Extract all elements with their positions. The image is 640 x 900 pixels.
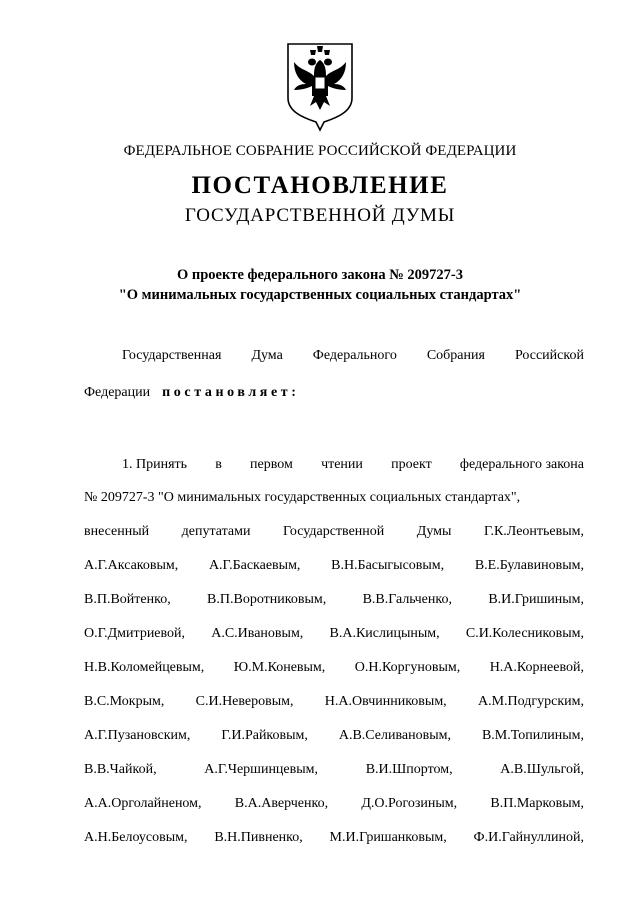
paragraph-word: Н.А.Корнеевой, [489,660,584,675]
paragraph-line [84,524,584,540]
paragraph-word: депутатами [181,524,251,539]
preamble-word: Дума [251,348,283,363]
paragraph-word: В.В.Гальченко, [362,592,452,607]
subject-line-2: "О минимальных государственных социальных стандартах" [118,287,522,303]
paragraph-word: Н.В.Коломейцевым, [84,660,205,675]
subject-line-1: О проекте федерального закона № 209727-3 [176,267,464,283]
paragraph-line [84,762,584,778]
paragraph-word: В.Н.Басыгысовым, [331,558,445,573]
paragraph-word: В.И.Шпортом, [365,762,453,777]
paragraph-word: А.Г.Пузановским, [84,728,191,743]
paragraph-word: А.Г.Баскаевым, [208,558,301,573]
paragraph-word: Г.И.Райковым, [221,728,308,743]
paragraph-line [84,694,584,710]
paragraph-line [122,457,584,473]
paragraph-word: С.И.Колесниковым, [465,626,584,641]
paragraph-word: Н.А.Овчинниковым, [324,694,447,709]
paragraph-line [84,728,584,744]
paragraph-word: В.Е.Булавиновым, [474,558,584,573]
paragraph-word: В.А.Кислицыным, [329,626,440,641]
paragraph-line [84,660,584,676]
preamble-word: Государственная [122,348,222,363]
paragraph-word: М.И.Гришанковым, [329,830,447,845]
paragraph-word: Д.О.Рогозиным, [361,796,458,811]
paragraph-word: 1. Принять [122,457,188,472]
paragraph-word: В.С.Мокрым, [84,694,165,709]
paragraph-word: С.И.Неверовым, [195,694,294,709]
paragraph-line [84,490,584,506]
paragraph-word: внесенный [84,524,150,539]
assembly-header: ФЕДЕРАЛЬНОЕ СОБРАНИЕ РОССИЙСКОЙ ФЕДЕРАЦИИ [123,143,517,159]
paragraph-word: № 209727-3 "О минимальных государственных социальных стандартах", [84,490,521,505]
paragraph-word: В.П.Воротниковым, [207,592,327,607]
paragraph-word: А.Г.Чершинцевым, [204,762,319,777]
paragraph-word: Государственной [283,524,385,539]
paragraph-word: А.М.Подгурским, [477,694,584,709]
paragraph-word: А.А.Орголайненом, [84,796,202,811]
preamble-line-2 [84,385,584,401]
paragraph-word: В.М.Топилиным, [481,728,584,743]
paragraph-word: А.С.Ивановым, [211,626,304,641]
paragraph-word: А.Г.Аксаковым, [84,558,179,573]
paragraph-word: Ю.М.Коневым, [233,660,326,675]
paragraph-word: В.П.Войтенко, [84,592,171,607]
document-title: ПОСТАНОВЛЕНИЕ [191,172,449,199]
paragraph-line [84,592,584,608]
paragraph-word: А.В.Шульгой, [500,762,584,777]
paragraph-line [84,796,584,812]
paragraph-word: В.П.Марковым, [490,796,584,811]
paragraph-word: Думы [416,524,452,539]
paragraph-word: Г.К.Леонтьевым, [483,524,584,539]
paragraph-word: В.А.Аверченко, [234,796,329,811]
document-subtitle: ГОСУДАРСТВЕННОЙ ДУМЫ [184,205,456,226]
paragraph-word: первом [250,457,293,472]
paragraph-word: А.Н.Белоусовым, [84,830,188,845]
paragraph-word: Ф.И.Гайнуллиной, [473,830,584,845]
paragraph-word: А.В.Селивановым, [338,728,452,743]
paragraph-word: О.Г.Дмитриевой, [84,626,186,641]
paragraph-word: О.Н.Коргуновым, [354,660,461,675]
preamble-word: Федерации [84,385,151,400]
preamble-word: Федерального [312,348,397,363]
paragraph-word: В.И.Гришиным, [488,592,584,607]
paragraph-word: чтении [321,457,363,472]
resolves-verb: постановляет: [162,385,300,400]
paragraph-word: в [215,457,222,472]
paragraph-word: В.Н.Пивненко, [214,830,303,845]
preamble-word: Российской [514,348,584,363]
coat-of-arms-emblem [284,40,356,132]
paragraph-line [84,830,584,846]
paragraph-word: федерального закона [459,457,584,472]
preamble-word: Собрания [426,348,485,363]
preamble-line-1 [122,348,584,364]
paragraph-word: В.В.Чайкой, [84,762,157,777]
paragraph-word: проект [391,457,432,472]
paragraph-line [84,558,584,574]
paragraph-line [84,626,584,642]
